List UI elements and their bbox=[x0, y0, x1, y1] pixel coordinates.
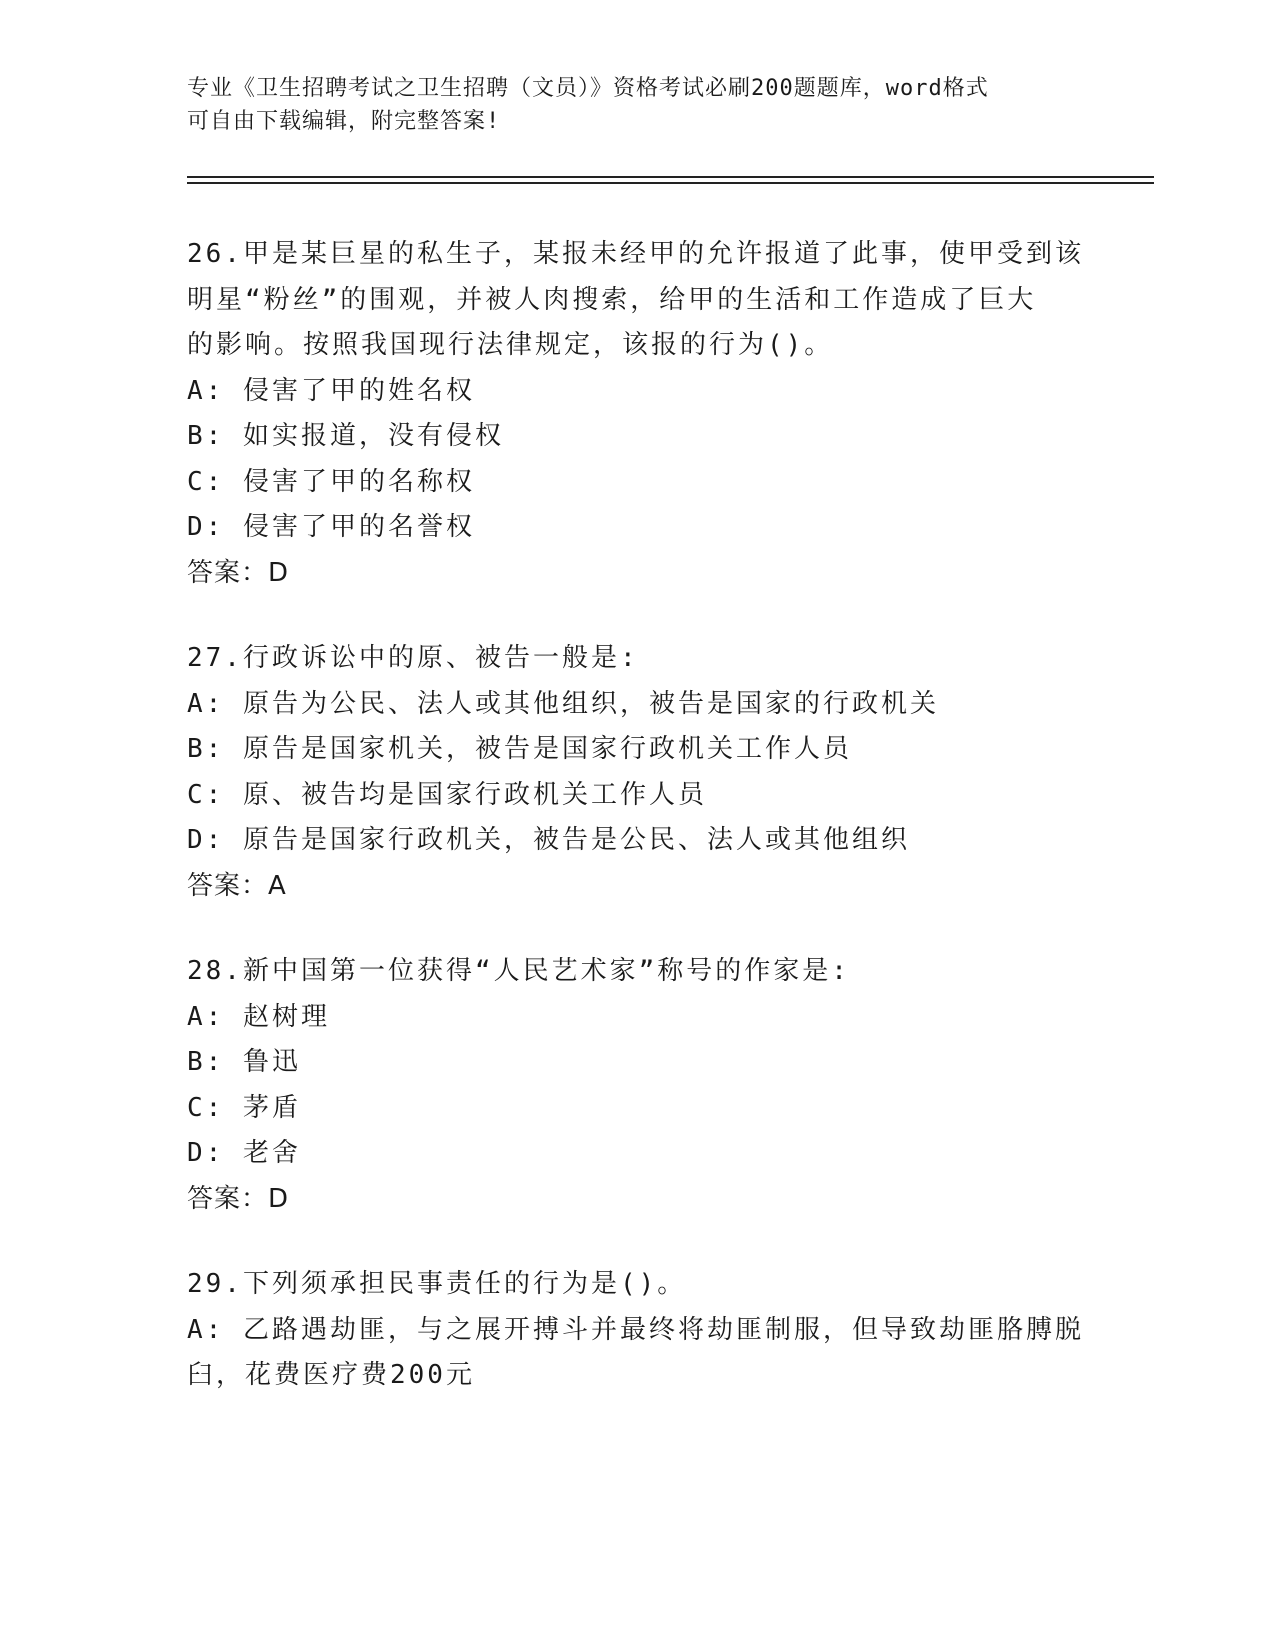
question-list bbox=[187, 232, 1087, 1439]
option-c: C: 原、被告均是国家行政机关工作人员 bbox=[187, 779, 707, 810]
header-line-1: 专业《卫生招聘考试之卫生招聘（文员）》资格考试必刷200题题库，word格式 bbox=[187, 76, 989, 101]
answer-line: 答案：D bbox=[187, 1183, 290, 1214]
header-divider-bottom bbox=[187, 182, 1154, 184]
question-stem-line: 27.行政诉讼中的原、被告一般是: bbox=[187, 643, 639, 673]
question-stem-line: 明星“粉丝”的围观，并被人肉搜索，给甲的生活和工作造成了巨大 bbox=[187, 284, 1037, 315]
question-29 bbox=[187, 1262, 1087, 1399]
question-stem-line: 26.甲是某巨星的私生子，某报未经甲的允许报道了此事，使甲受到该 bbox=[187, 239, 1084, 269]
option-a: A: 原告为公民、法人或其他组织，被告是国家的行政机关 bbox=[187, 688, 939, 719]
option-a: A: 乙路遇劫匪，与之展开搏斗并最终将劫匪制服，但导致劫匪胳膊脱 bbox=[187, 1314, 1084, 1345]
header-line-2: 可自由下载编辑，附完整答案! bbox=[187, 109, 501, 134]
option-a: A: 赵树理 bbox=[187, 1001, 330, 1032]
document-header bbox=[187, 72, 1087, 138]
option-d: D: 侵害了甲的名誉权 bbox=[187, 512, 475, 542]
option-a-continued: 臼，花费医疗费200元 bbox=[187, 1360, 475, 1390]
option-b: B: 原告是国家机关，被告是国家行政机关工作人员 bbox=[187, 734, 852, 764]
question-26 bbox=[187, 232, 1087, 596]
option-b: B: 鲁迅 bbox=[187, 1047, 301, 1077]
question-stem-line: 28.新中国第一位获得“人民艺术家”称号的作家是: bbox=[187, 956, 850, 986]
option-d: D: 老舍 bbox=[187, 1138, 301, 1168]
answer-line: 答案：A bbox=[187, 870, 287, 901]
option-a: A: 侵害了甲的姓名权 bbox=[187, 375, 475, 406]
question-28 bbox=[187, 949, 1087, 1222]
option-c: C: 茅盾 bbox=[187, 1092, 301, 1123]
answer-line: 答案：D bbox=[187, 557, 290, 588]
option-b: B: 如实报道，没有侵权 bbox=[187, 421, 504, 451]
question-27 bbox=[187, 636, 1087, 909]
question-stem-line: 29.下列须承担民事责任的行为是()。 bbox=[187, 1269, 687, 1299]
question-stem-line: 的影响。按照我国现行法律规定，该报的行为()。 bbox=[187, 330, 834, 360]
header-divider-top bbox=[187, 176, 1154, 178]
option-d: D: 原告是国家行政机关，被告是公民、法人或其他组织 bbox=[187, 825, 910, 855]
option-c: C: 侵害了甲的名称权 bbox=[187, 466, 475, 497]
